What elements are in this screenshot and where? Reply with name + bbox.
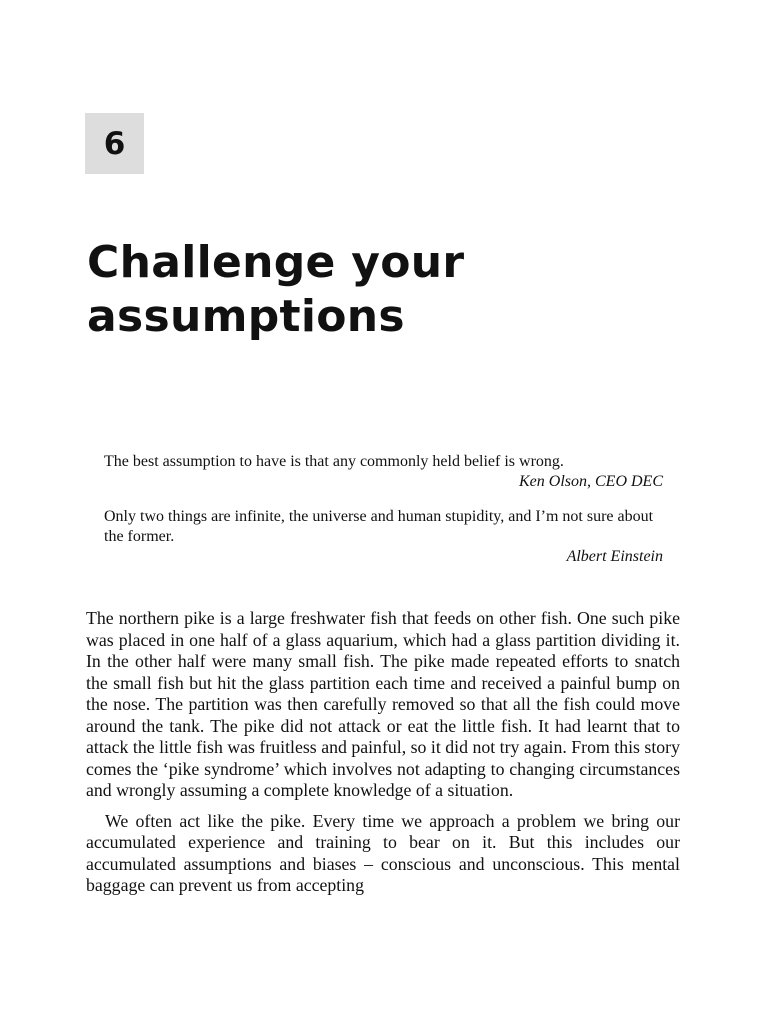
- epigraph-attribution: Albert Einstein: [566, 548, 663, 565]
- epigraph-1: [104, 452, 663, 492]
- epigraph-attribution: Ken Olson, CEO DEC: [519, 473, 663, 490]
- body-paragraph-1: The northern pike is a large freshwater fish that feeds on other fish. One such pike was placed in one half of a glass aquarium, which had a glass partition dividing it. In the other half were many small fish. The pike made repeated efforts to snatch the small fish but hit the glass partition each time and received a painful bump on the nose. The partition was then carefully removed so that all the fish could move around the tank. The pike did not attack or eat the little fish. It had learnt that to attack the little fish was fruitless and painful, so it did not try again. From this story comes the ‘pike syndrome’ which involves not adapting to changing circumstances and wrongly assuming a complete knowledge of a situation.: [86, 608, 680, 800]
- chapter-title-line-2: assumptions: [87, 291, 405, 342]
- epigraph-2: [104, 507, 663, 567]
- chapter-title: [87, 236, 687, 344]
- chapter-number: 6: [103, 125, 126, 162]
- body-text: [86, 608, 680, 906]
- chapter-number-box: [85, 113, 144, 174]
- epigraphs: [104, 452, 663, 582]
- chapter-title-line-1: Challenge your: [87, 237, 465, 288]
- epigraph-quote: The best assumption to have is that any commonly held belief is wrong.: [104, 453, 564, 470]
- body-paragraph-2: We often act like the pike. Every time we approach a problem we bring our accumulated experience and training to bear on it. But this includes our accumulated assumptions and biases – conscious and unconscious. This mental baggage can prevent us from accepting: [86, 810, 680, 895]
- epigraph-quote: Only two things are infinite, the universe and human stupidity, and I’m not sure about the former.: [104, 508, 654, 545]
